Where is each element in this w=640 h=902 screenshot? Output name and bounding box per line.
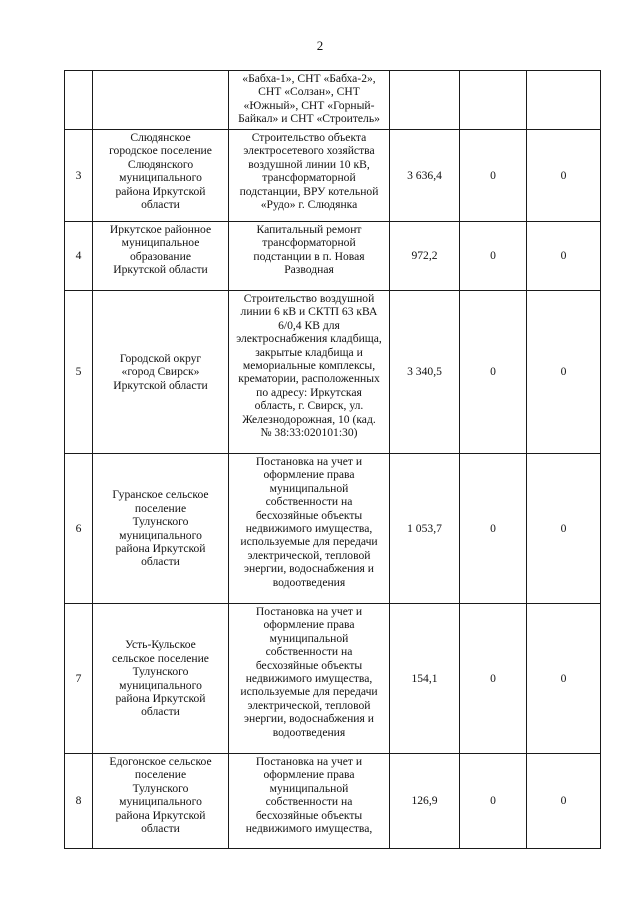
description-line: Строительство воздушной [243, 292, 375, 305]
description-line: «Бабха-1», СНТ «Бабха-2», [242, 72, 376, 85]
org-line: района Иркутской [115, 541, 206, 555]
org-cell [93, 604, 229, 754]
description-line: Разводная [284, 263, 334, 277]
row-number: 5 [65, 291, 93, 454]
description-line: оформление права [263, 768, 355, 782]
org-line: Тулунского [132, 665, 189, 679]
value-cell-1: 0 [460, 454, 527, 604]
table-row [65, 222, 601, 291]
row-number: 7 [65, 604, 93, 754]
value-cell-2: 0 [527, 454, 601, 604]
description-line: муниципальной [269, 481, 349, 495]
table-row [65, 454, 601, 604]
description-cell [229, 291, 390, 454]
description-line: электрической, тепловой [247, 698, 371, 712]
description-line: водоотведения [272, 575, 346, 589]
description-line: бесхозяйные объекты [255, 808, 363, 822]
value-cell-2: 0 [527, 291, 601, 454]
org-line: Едогонское сельское [109, 755, 212, 768]
row-number: 4 [65, 222, 93, 291]
org-line: Усть-Кульское [125, 638, 196, 652]
row-number: 6 [65, 454, 93, 604]
description-line: оформление права [263, 618, 355, 632]
description-line: Постановка на учет и [255, 455, 363, 468]
org-line: Иркутское районное [109, 223, 212, 236]
org-line: района Иркутской [115, 691, 206, 705]
description-line: бесхозяйные объекты [255, 658, 363, 672]
table-row [65, 130, 601, 222]
description-line: «Южный», СНТ «Горный- [243, 98, 375, 112]
description-line: бесхозяйные объекты [255, 508, 363, 522]
description-line: используемые для передачи [240, 685, 378, 699]
value-cell-1: 0 [460, 291, 527, 454]
amount-cell: 126,9 [390, 754, 460, 849]
description-line: подстанции, ВРУ котельной [239, 184, 379, 198]
description-line: электрической, тепловой [247, 548, 371, 562]
table-row [65, 604, 601, 754]
description-line: мемориальные комплексы, [242, 359, 376, 373]
org-line: Иркутской области [113, 378, 208, 392]
table-row [65, 291, 601, 454]
org-line: области [141, 555, 180, 569]
description-line: воздушной линии 10 кВ, [248, 157, 370, 171]
description-cell [229, 604, 390, 754]
org-line: городское поселение [109, 144, 212, 158]
description-line: электросетевого хозяйства [243, 144, 375, 158]
description-line: Капитальный ремонт [256, 223, 362, 236]
org-line: «город Свирск» [121, 365, 200, 379]
org-cell [93, 754, 229, 849]
amount-cell: 972,2 [390, 222, 460, 291]
description-line: «Рудо» г. Слюдянка [260, 198, 358, 212]
description-cell [229, 754, 390, 849]
amount-cell [390, 71, 460, 130]
description-line: область, г. Свирск, ул. [254, 399, 364, 413]
description-line: закрытые кладбища и [255, 345, 363, 359]
amount-cell: 3 340,5 [390, 291, 460, 454]
description-line: СНТ «Солзан», СНТ [258, 85, 360, 99]
description-line: муниципальной [269, 631, 349, 645]
description-line: 6/0,4 КВ для [278, 318, 340, 332]
description-line: недвижимого имущества, [245, 822, 373, 836]
org-line: Тулунского [132, 781, 189, 795]
description-line: по адресу: Иркутская [256, 385, 362, 399]
org-line: района Иркутской [115, 184, 206, 198]
org-cell [93, 291, 229, 454]
description-line: собственности на [265, 795, 353, 809]
description-line: муниципальной [269, 781, 349, 795]
org-line: Иркутской области [113, 263, 208, 277]
row-number: 8 [65, 754, 93, 849]
value-cell-2 [527, 71, 601, 130]
amount-cell: 154,1 [390, 604, 460, 754]
page-number: 2 [316, 38, 324, 53]
description-cell [229, 130, 390, 222]
org-cell [93, 454, 229, 604]
description-line: используемые для передачи [240, 535, 378, 549]
org-line: Тулунского [132, 515, 189, 529]
description-line: энергии, водоснабжения и [244, 562, 374, 576]
value-cell-2: 0 [527, 130, 601, 222]
org-line: муниципального [119, 795, 202, 809]
org-cell [93, 71, 229, 130]
description-line: Строительство объекта [251, 131, 367, 144]
org-line: области [141, 198, 180, 212]
funding-table [64, 70, 601, 849]
value-cell-1: 0 [460, 604, 527, 754]
description-line: Байкал» и СНТ «Строитель» [238, 112, 380, 126]
value-cell-2: 0 [527, 222, 601, 291]
org-line: образование [130, 249, 191, 263]
value-cell-1: 0 [460, 222, 527, 291]
description-line: собственности на [265, 645, 353, 659]
org-line: муниципальное [121, 236, 200, 250]
description-line: Железнодорожная, 10 (кад. [242, 412, 376, 426]
table-row [65, 754, 601, 849]
description-line: электроснабжения кладбища, [236, 332, 382, 346]
org-line: муниципального [119, 171, 202, 185]
description-cell [229, 454, 390, 604]
value-cell-2: 0 [527, 754, 601, 849]
description-line: оформление права [263, 468, 355, 482]
description-line: недвижимого имущества, [245, 672, 373, 686]
value-cell-1: 0 [460, 130, 527, 222]
description-line: трансформаторной [262, 171, 356, 185]
org-line: поселение [134, 768, 187, 782]
org-line: муниципального [119, 528, 202, 542]
description-line: энергии, водоснабжения и [244, 712, 374, 726]
org-line: района Иркутской [115, 808, 206, 822]
value-cell-1: 0 [460, 754, 527, 849]
description-line: № 38:33:020101:30) [260, 426, 358, 440]
value-cell-2: 0 [527, 604, 601, 754]
table-row [65, 71, 601, 130]
description-line: Постановка на учет и [255, 605, 363, 618]
row-number: 3 [65, 130, 93, 222]
row-number [65, 71, 93, 130]
description-line: недвижимого имущества, [245, 522, 373, 536]
amount-cell: 1 053,7 [390, 454, 460, 604]
org-cell [93, 130, 229, 222]
description-line: водоотведения [272, 725, 346, 739]
org-line: Городской округ [119, 351, 202, 365]
org-line: сельское поселение [112, 651, 209, 665]
amount-cell: 3 636,4 [390, 130, 460, 222]
description-line: линии 6 кВ и СКТП 63 кВА [240, 305, 378, 319]
org-line: Слюдянского [127, 157, 194, 171]
description-line: крематории, расположенных [238, 372, 380, 386]
org-line: области [141, 822, 180, 836]
org-cell [93, 222, 229, 291]
description-cell [229, 222, 390, 291]
org-line: Слюдянское [130, 131, 191, 144]
org-line: муниципального [119, 678, 202, 692]
description-line: собственности на [265, 495, 353, 509]
org-line: Гуранское сельское [112, 488, 209, 502]
description-cell [229, 71, 390, 130]
description-line: трансформаторной [262, 236, 356, 250]
table-body [65, 71, 601, 849]
value-cell-1 [460, 71, 527, 130]
org-line: области [141, 705, 180, 719]
description-line: подстанции в п. Новая [253, 249, 365, 263]
description-line: Постановка на учет и [255, 755, 363, 768]
org-line: поселение [134, 501, 187, 515]
